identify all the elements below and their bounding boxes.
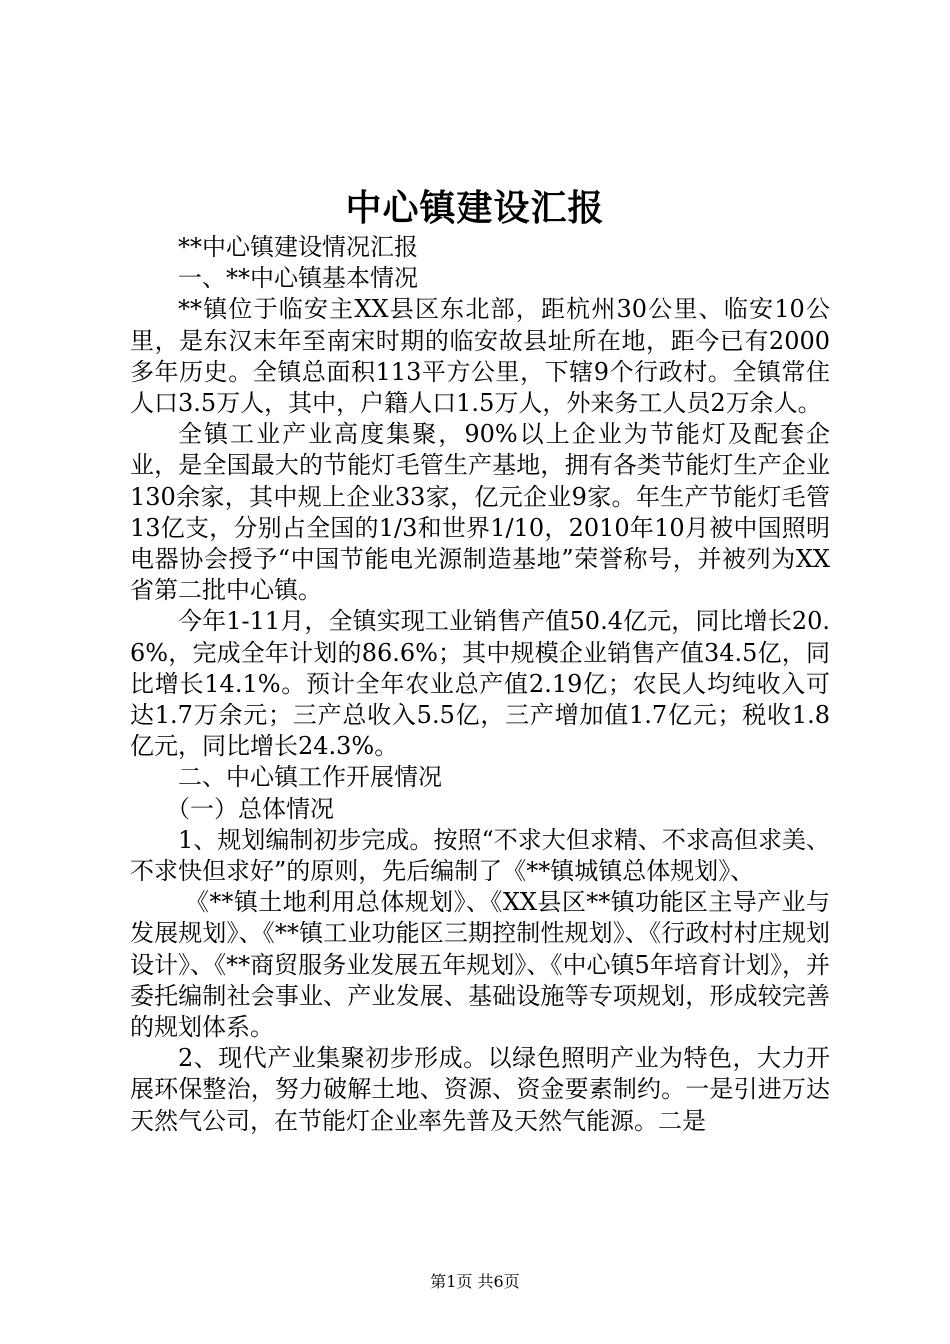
paragraph-industry: 全镇工业产业高度集聚，90%以上企业为节能灯及配套企业，是全国最大的节能灯毛管生产基地，拥有各类节能灯生产企业130余家，其中规上企业33家，亿元企业9家。年生产节能灯毛管13亿支，分别占全国的1/3和世界1/10，2010年10月被中国照明电器协会授予“中国节能电光源制造基地”荣誉称号，并被列为XX省第二批中心镇。 — [130, 420, 830, 605]
paragraph-planning: 1、规划编制初步完成。按照“不求大但求精、不求高但求美、不求快但求好”的原则，先后编制了《**镇城镇总体规划》、 — [130, 825, 830, 886]
paragraph-industry-cluster: 2、现代产业集聚初步形成。以绿色照明产业为特色，大力开展环保整治，努力破解土地、资源、资金要素制约。一是引进万达天然气公司，在节能灯企业率先普及天然气能源。二是 — [130, 1044, 830, 1135]
subsection-heading-1: （一）总体情况 — [166, 794, 334, 823]
paragraph-planning-list: 《**镇土地利用总体规划》、《XX县区**镇功能区主导产业与发展规划》、《**镇工业功能区三期控制性规划》、《行政村村庄规划设计》、《**商贸服务业发展五年规划》、《中心镇5年培育计划》，并委托编制社会事业、产业发展、基础设施等专项规划，形成较完善的规划体系。 — [130, 888, 830, 1042]
section-heading-2: 二、中心镇工作开展情况 — [178, 763, 442, 792]
document-body — [130, 232, 830, 1137]
document-title: 中心镇建设汇报 — [345, 187, 605, 229]
paragraph-statistics: 今年1-11月，全镇实现工业销售产值50.4亿元，同比增长20.6%，完成全年计划的86.6%；其中规模企业销售产值34.5亿，同比增长14.1%。预计全年农业总产值2.19亿；农民人均纯收入可达1.7万余元；三产总收入5.5亿，三产增加值1.7亿元；税收1.8亿元，同比增长24.3%。 — [130, 607, 830, 761]
section-heading-1: 一、**中心镇基本情况 — [178, 264, 418, 293]
paragraph-basic-info: **镇位于临安主XX县区东北部，距杭州30公里、临安10公里，是东汉末年至南宋时期的临安故县址所在地，距今已有2000多年历史。全镇总面积113平方公里，下辖9个行政村。全镇常住人口3.5万人，其中，户籍人口1.5万人，外来务工人员2万余人。 — [130, 295, 830, 418]
page-footer: 第1页 共6页 — [430, 1272, 520, 1291]
report-subtitle: **中心镇建设情况汇报 — [178, 233, 418, 261]
